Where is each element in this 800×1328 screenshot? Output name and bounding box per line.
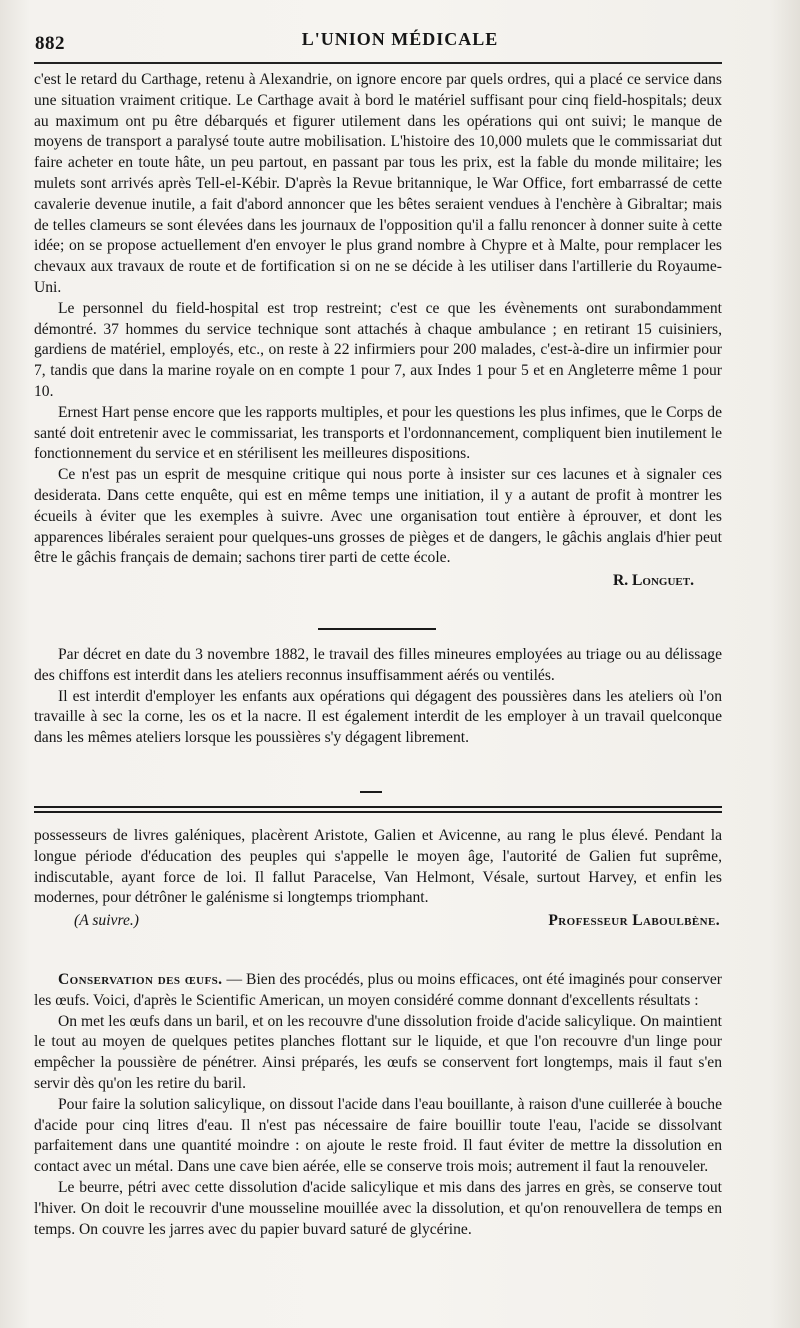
paragraph: On met les œufs dans un baril, et on les recouvre d'une dissolution froide d'acide salicylique. On maintient le tout au moyen de quelques petites planches flottant sur le liquide, et que l'on recouvre d'un linge pour empêcher la poussière de pénétrer. Ainsi préparés, les œufs se conservent fort longtemps, mais il faut s'en servir dès qu'on les retire du baril. bbox=[34, 1012, 722, 1092]
header-rule bbox=[34, 62, 722, 64]
double-rule bbox=[34, 806, 722, 813]
paragraph: Ce n'est pas un esprit de mesquine critique qui nous porte à insister sur ces lacunes et à signaler ces desiderata. Dans cette enquête, qui est en même temps une initiation, il y a autant de profit à montrer les écueils à éviter que les exemples à suivre. Avec une organisation tout entière à éprouver, et dont les apparences libérales seraient pour quelques-uns grosses de pièges et de dangers, le gâchis anglais d'hier peut être le gâchis français de demain; sachons tirer parti de cette école. bbox=[34, 466, 722, 567]
running-title: L'UNION MÉDICALE bbox=[301, 29, 499, 49]
to-be-continued: (A suivre.) bbox=[74, 912, 139, 930]
section-title: Conservation des œufs. bbox=[58, 971, 223, 988]
paragraph-text: — Bien des procédés, plus ou moins efficaces, ont été imaginés pour conserver les œufs. Voici, d'après le Scientific American, un moyen considéré comme donnant d'excellents résultats : bbox=[34, 971, 722, 1009]
page-header bbox=[0, 0, 800, 64]
paragraph: possesseurs de livres galéniques, placèrent Aristote, Galien et Avicenne, au rang le plus élevé. Pendant la longue période d'éducation des peuples qui s'appelle le moyen âge, l'autorité de Galien fut suprême, indiscutable, ayant force de loi. Il fallut Paracelse, Van Helmont, Vésale, surtout Harvey, et enfin les modernes, pour détrôner le galénisme si longtemps triomphant. bbox=[34, 827, 722, 907]
paragraph: Ernest Hart pense encore que les rapports multiples, et pour les questions les plus infimes, que le Corps de santé doit entretenir avec le commissariat, les transports et l'ordonnancement, compliquent bien inutilement le fonctionnement du service et en stérilisent les meilleures dispositions. bbox=[34, 403, 722, 463]
separator-dash bbox=[360, 791, 382, 793]
author-signature: Professeur Laboulbène. bbox=[548, 912, 720, 930]
article-army-medical-service bbox=[34, 70, 722, 592]
paragraph: Par décret en date du 3 novembre 1882, le travail des filles mineures employées au triage ou au délissage des chiffons est interdit dans les ateliers reconnus insuffisamment aérés ou ventilés. bbox=[34, 646, 722, 684]
paragraph bbox=[34, 970, 722, 1012]
attribution-line bbox=[34, 911, 722, 932]
author-signature: R. Longuet. bbox=[612, 572, 694, 590]
paragraph: Le personnel du field-hospital est trop restreint; c'est ce que les évènements ont surabondamment démontré. 37 hommes du service technique sont attachés à chaque ambulance ; en retirant 15 cuisiniers, gardiens de matériel, employés, etc., on reste à 22 infirmiers pour 200 malades, c'est-à-dire un infirmier pour 7, tandis que dans la marine royale on en compte 1 pour 7, aux Indes 1 pour 5 et en Angleterre même 1 pour 10. bbox=[34, 299, 722, 400]
page-number: 882 bbox=[35, 33, 65, 54]
paragraph: Il est interdit d'employer les enfants aux opérations qui dégagent des poussières dans les ateliers où l'on travaille à sec la corne, les os et la nacre. Il est également interdit de les employer à un travail quelconque dans les mêmes ateliers lorsque les poussières s'y dégagent librement. bbox=[34, 687, 722, 747]
article-decree bbox=[34, 645, 722, 749]
paragraph: c'est le retard du Carthage, retenu à Alexandrie, on ignore encore par quels ordres, qui a placé ce service dans une situation vraiment critique. Le Carthage avait à bord le matériel suffisant pour cinq field-hospitals; deux au maximum ont pu être débarqués et figurer utilement dans les opérations qui ont suivi; le manque de moyens de transport a paralysé toute autre mobilisation. L'histoire des 10,000 mulets que le commissariat dut faire acheter en toute hâte, un peu partout, en passant par tous les prix, est la fable du monde militaire; les mulets sont arrivés après Tell-el-Kébir. D'après la Revue britannique, le War Office, fort embarrassé de cette cavalerie devenue inutile, a fait d'abord annoncer que les bêtes seraient vendues à l'enchère à Gibraltar; mais de telles clameurs se sont élevées dans les journaux de l'opposition qu'il a fallu renoncer à donner suite à cette idée; on se propose actuellement d'en envoyer le plus grand nombre à Chypre et à Malte, pour remplacer les chevaux aux travaux de route et de fortification si on ne se décide à les utiliser dans l'artillerie du Royaume-Uni. bbox=[34, 71, 722, 296]
separator-rule bbox=[318, 628, 436, 630]
paragraph: Pour faire la solution salicylique, on dissout l'acide dans l'eau bouillante, à raison d'une cuillerée à bouche d'acide pour cinq litres d'eau. Il n'est pas nécessaire de faire bouillir toute l'eau, l'acide se dissolvant parfaitement dans une quantité moindre : on ajoute le reste froid. Il faut éviter de mettre la dissolution en contact avec un métal. Dans une cave bien aérée, elle se conserve trois mois; autrement il faut la renouveler. bbox=[34, 1095, 722, 1176]
article-galenism-continued bbox=[34, 826, 722, 932]
paragraph: Le beurre, pétri avec cette dissolution d'acide salicylique et mis dans des jarres en grès, se conserve tout l'hiver. On doit le recouvrir d'une mousseline mouillée avec la dissolution, et qu'on renouvellera de temps en temps. On couvre les jarres avec du papier buvard saturé de glycérine. bbox=[34, 1178, 722, 1238]
article-egg-preservation bbox=[34, 970, 722, 1240]
